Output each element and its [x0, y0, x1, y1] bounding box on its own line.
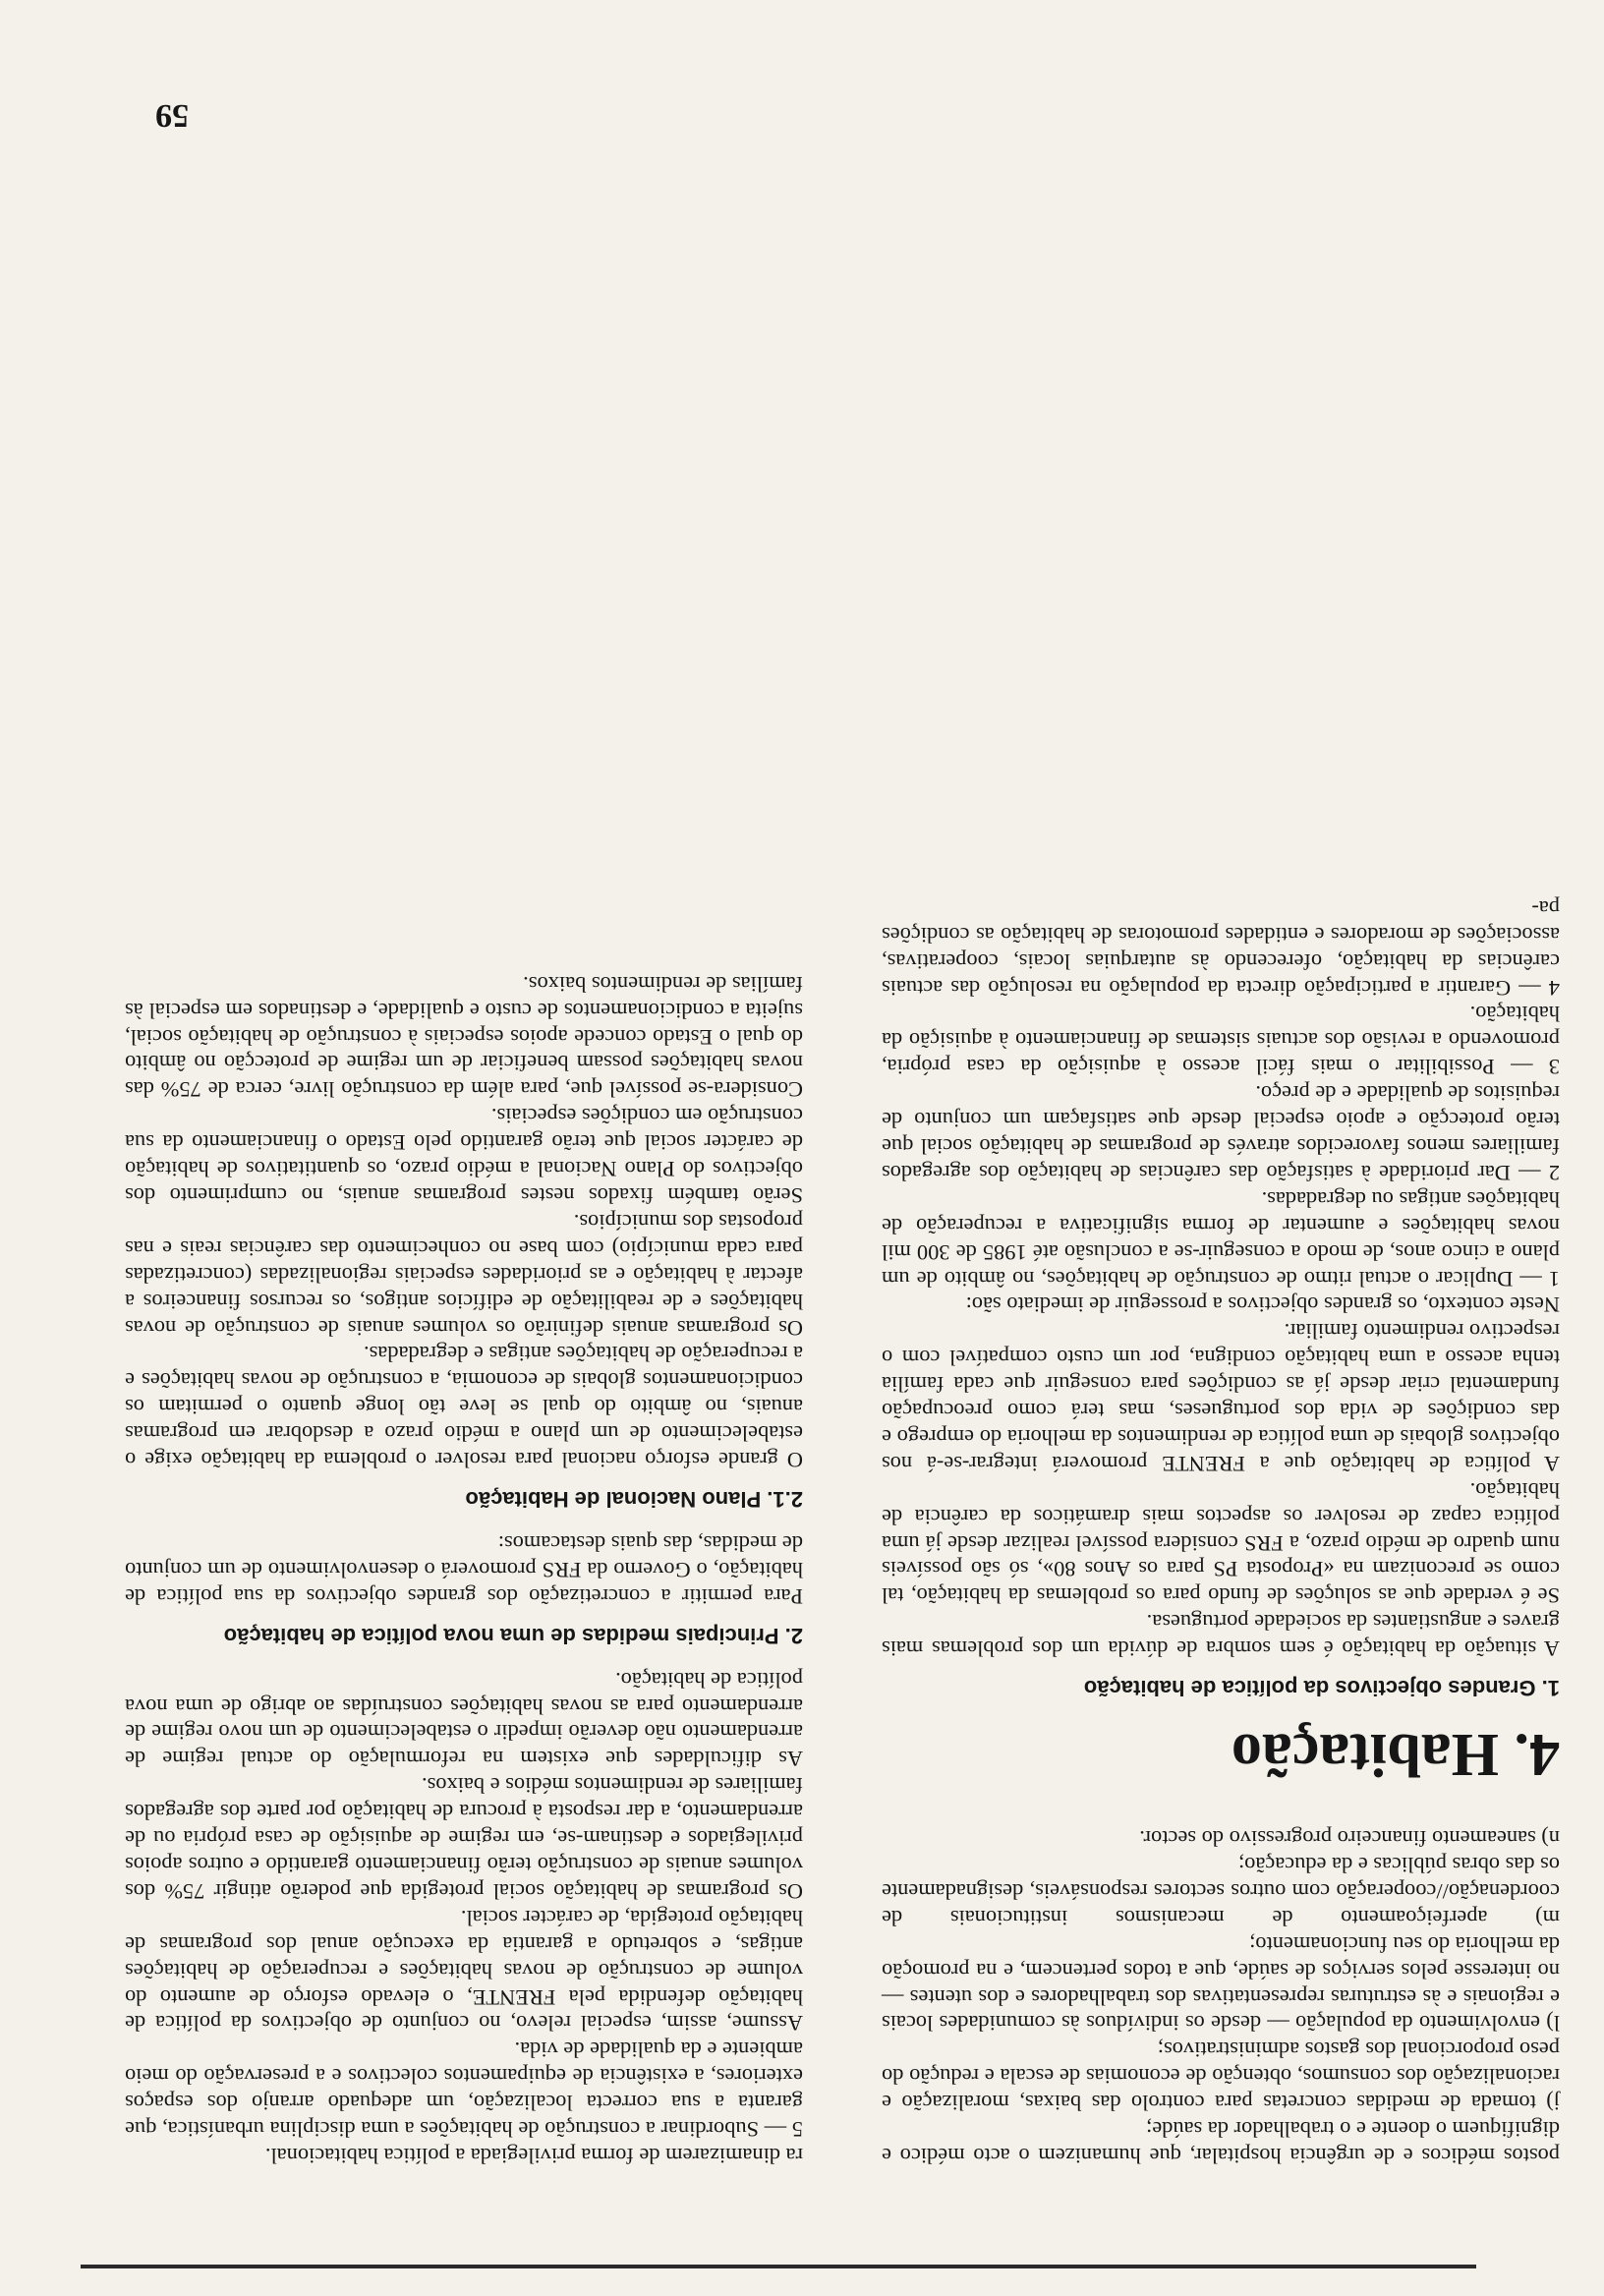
paragraph: Assume, assim, especial relevo, no conjunto de objectivos da política de habitação defendida pela FRENTE, o elevado esforço de aumento do volume de construção de novas habitações e recuperação de habitações antigas, e sobretudo a garantia da execução anual dos programas de habitação protegida, de carácter social. — [125, 1905, 803, 2037]
paragraph: Serão também fixados nestes programas anuais, no cumprimento dos objectivos do Plano Nacional a médio prazo, os quantitativos de habitação de carácter social que terão garantido pelo Estado o financiamento da sua construção em condições especiais. — [125, 1104, 803, 1208]
paragraph: As dificuldades que existem na reformulação do actual regime de arrendamento não deverão impedir o estabelecimento de um novo regime de arrendamento para as novas habitações construídas ao abrigo de uma nova política de habitação. — [125, 1667, 803, 1772]
paragraph: postos médicos e de urgência hospitalar, que humanizem o acto médico e dignifiquem o doente e o trabalhador da saúde; — [882, 2117, 1560, 2168]
section-2-title: 2. Principais medidas de uma nova política de habitação — [223, 1623, 803, 1648]
paragraph: Neste contexto, os grandes objectivos a prosseguir de imediato são: — [965, 1292, 1560, 1318]
objective-1: 1 — Duplicar o actual ritmo de construção de habitações, no âmbito de um plano a cinco anos, de modo a conseguir-se a conclusão até 1985 de 300 mil novas habitações e aumentar de forma significativa a recuperação de habitações antigas ou degradadas. — [882, 1186, 1560, 1292]
section-2-1-title: 2.1. Plano Nacional de Habitação — [465, 1487, 803, 1513]
paragraph: Considera-se possível que, para além da construção livre, cerca de 75% das novas habitações possam beneficiar de um regime de protecção no âmbito do qual o Estado concede apoios especiais à construção de habitação social, sujeita a condicionamentos de custo e qualidade, e destinados em especial às famílias de rendimentos baixos. — [125, 971, 803, 1103]
objective-4: 4 — Garantir a participação directa da população na resolução das actuais carências da habitação, oferecendo às autarquias locais, cooperativas, associações de moradores e entidades promotoras de habitação as condições pa- — [882, 895, 1560, 1001]
objective-2: 2 — Dar prioridade à satisfação das carências de habitação dos agregados familiares menos favorecidos através de programas de habitação social que terão protecção e apoio especial desde que satisfaçam um conjunto de requisitos de qualidade e de preço. — [882, 1081, 1560, 1185]
list-item-m: m) aperfeiçoamento de mecanismos institucionais de coordenação//cooperação com outros sectores responsáveis, designadamente os das obras públicas e da educação; — [882, 1853, 1560, 1930]
right-column — [125, 970, 803, 2168]
paragraph: A situação da habitação é sem sombra de dúvida um dos problemas mais graves e angustiantes da sociedade portuguesa. — [882, 1610, 1560, 1662]
list-item-j: j) tomada de medidas concretas para controlo das baixas, moralização e racionalização dos consumos, obtenção de economias de escala e redução do peso proporcional dos gastos administrativos; — [882, 2038, 1560, 2116]
objective-3: 3 — Possibilitar o mais fácil acesso à aquisição da casa própria, promovendo a revisão dos actuais sistemas de financiamento à aquisição da habitação. — [882, 1002, 1560, 1080]
top-rule — [81, 2265, 1476, 2268]
objective-5: 5 — Subordinar a construção de habitações a uma disciplina urbanística, que garanta a sua correcta localização, um adequado arranjo dos espaços exteriores, a existência de equipamentos colectivos e a preservação do meio ambiente e da qualidade de vida. — [125, 2038, 803, 2143]
section-1-title: 1. Grandes objectivos da política de habitação — [1083, 1676, 1560, 1701]
page-number: 59 — [155, 97, 189, 134]
paragraph: O grande esforço nacional para resolver o problema da habitação exige o estabelecimento de um plano a médio prazo a desdobrar em programas anuais, no âmbito do qual se leve tão longe quanto o permitam os condicionamentos globais de economia, a construção de novas habitações e a recuperação de habitações antigas e degradadas. — [125, 1342, 803, 1473]
paragraph: Para permitir a concretização dos grandes objectivos da sua política de habitação, o Governo da FRS promoverá o desenvolvimento de um conjunto de medidas, das quais destacamos: — [125, 1530, 803, 1609]
paragraph: A política de habitação que a FRENTE promoverá integrar-se-á nos objectivos globais de uma política de rendimentos da melhoria do emprego e das condições de vida dos portugueses, mas terá como preocupação fundamental criar desde já as condições para conseguir que cada família tenha acesso a uma habitação condigna, por um custo compatível com o respectivo rendimento familiar. — [882, 1319, 1560, 1476]
list-item-l: l) envolvimento da população — desde os indivíduos às comunidades locais e regionais e às estruturas representativas dos trabalhadores e dos utentes — no interesse pelos serviços de saúde, que a todos pertencem, e na promoção da melhoria do seu funcionamento; — [882, 1931, 1560, 2037]
paragraph: Os programas de habitação social protegida que poderão atingir 75% dos volumes anuais de construção terão financiamento garantido e outros apoios privilegiados e destinam-se, em regime de aquisição de casa própria ou de arrendamento, a dar resposta à procura de habitação por parte dos agregados familiares de rendimentos médios e baixos. — [125, 1773, 803, 1904]
paragraph: Se é verdade que as soluções de fundo para os problemas da habitação, tal como se preconizam na «Proposta PS para os Anos 80», só são possíveis num quadro de médio prazo, a FRS considera possível realizar desde já uma política capaz de resolver os aspectos mais dramáticos da carência de habitação. — [882, 1477, 1560, 1609]
paragraph: ra dinamizarem de forma privilegiada a política habitacional. — [264, 2144, 803, 2168]
chapter-title: 4. Habitação — [1231, 1721, 1560, 1789]
paragraph: Os programas anuais definirão os volumes anuais de construção de novas habitações e de reabilitação de edifícios antigos, os recursos financeiros a afectar à habitação e as prioridades especiais regionalizadas (concretizadas para cada município) com base no conhecimento das carências reais e nas propostas dos municípios. — [125, 1209, 803, 1341]
left-column — [882, 894, 1560, 2168]
list-item-n: n) saneamento financeiro progressivo do sector. — [1139, 1826, 1560, 1852]
